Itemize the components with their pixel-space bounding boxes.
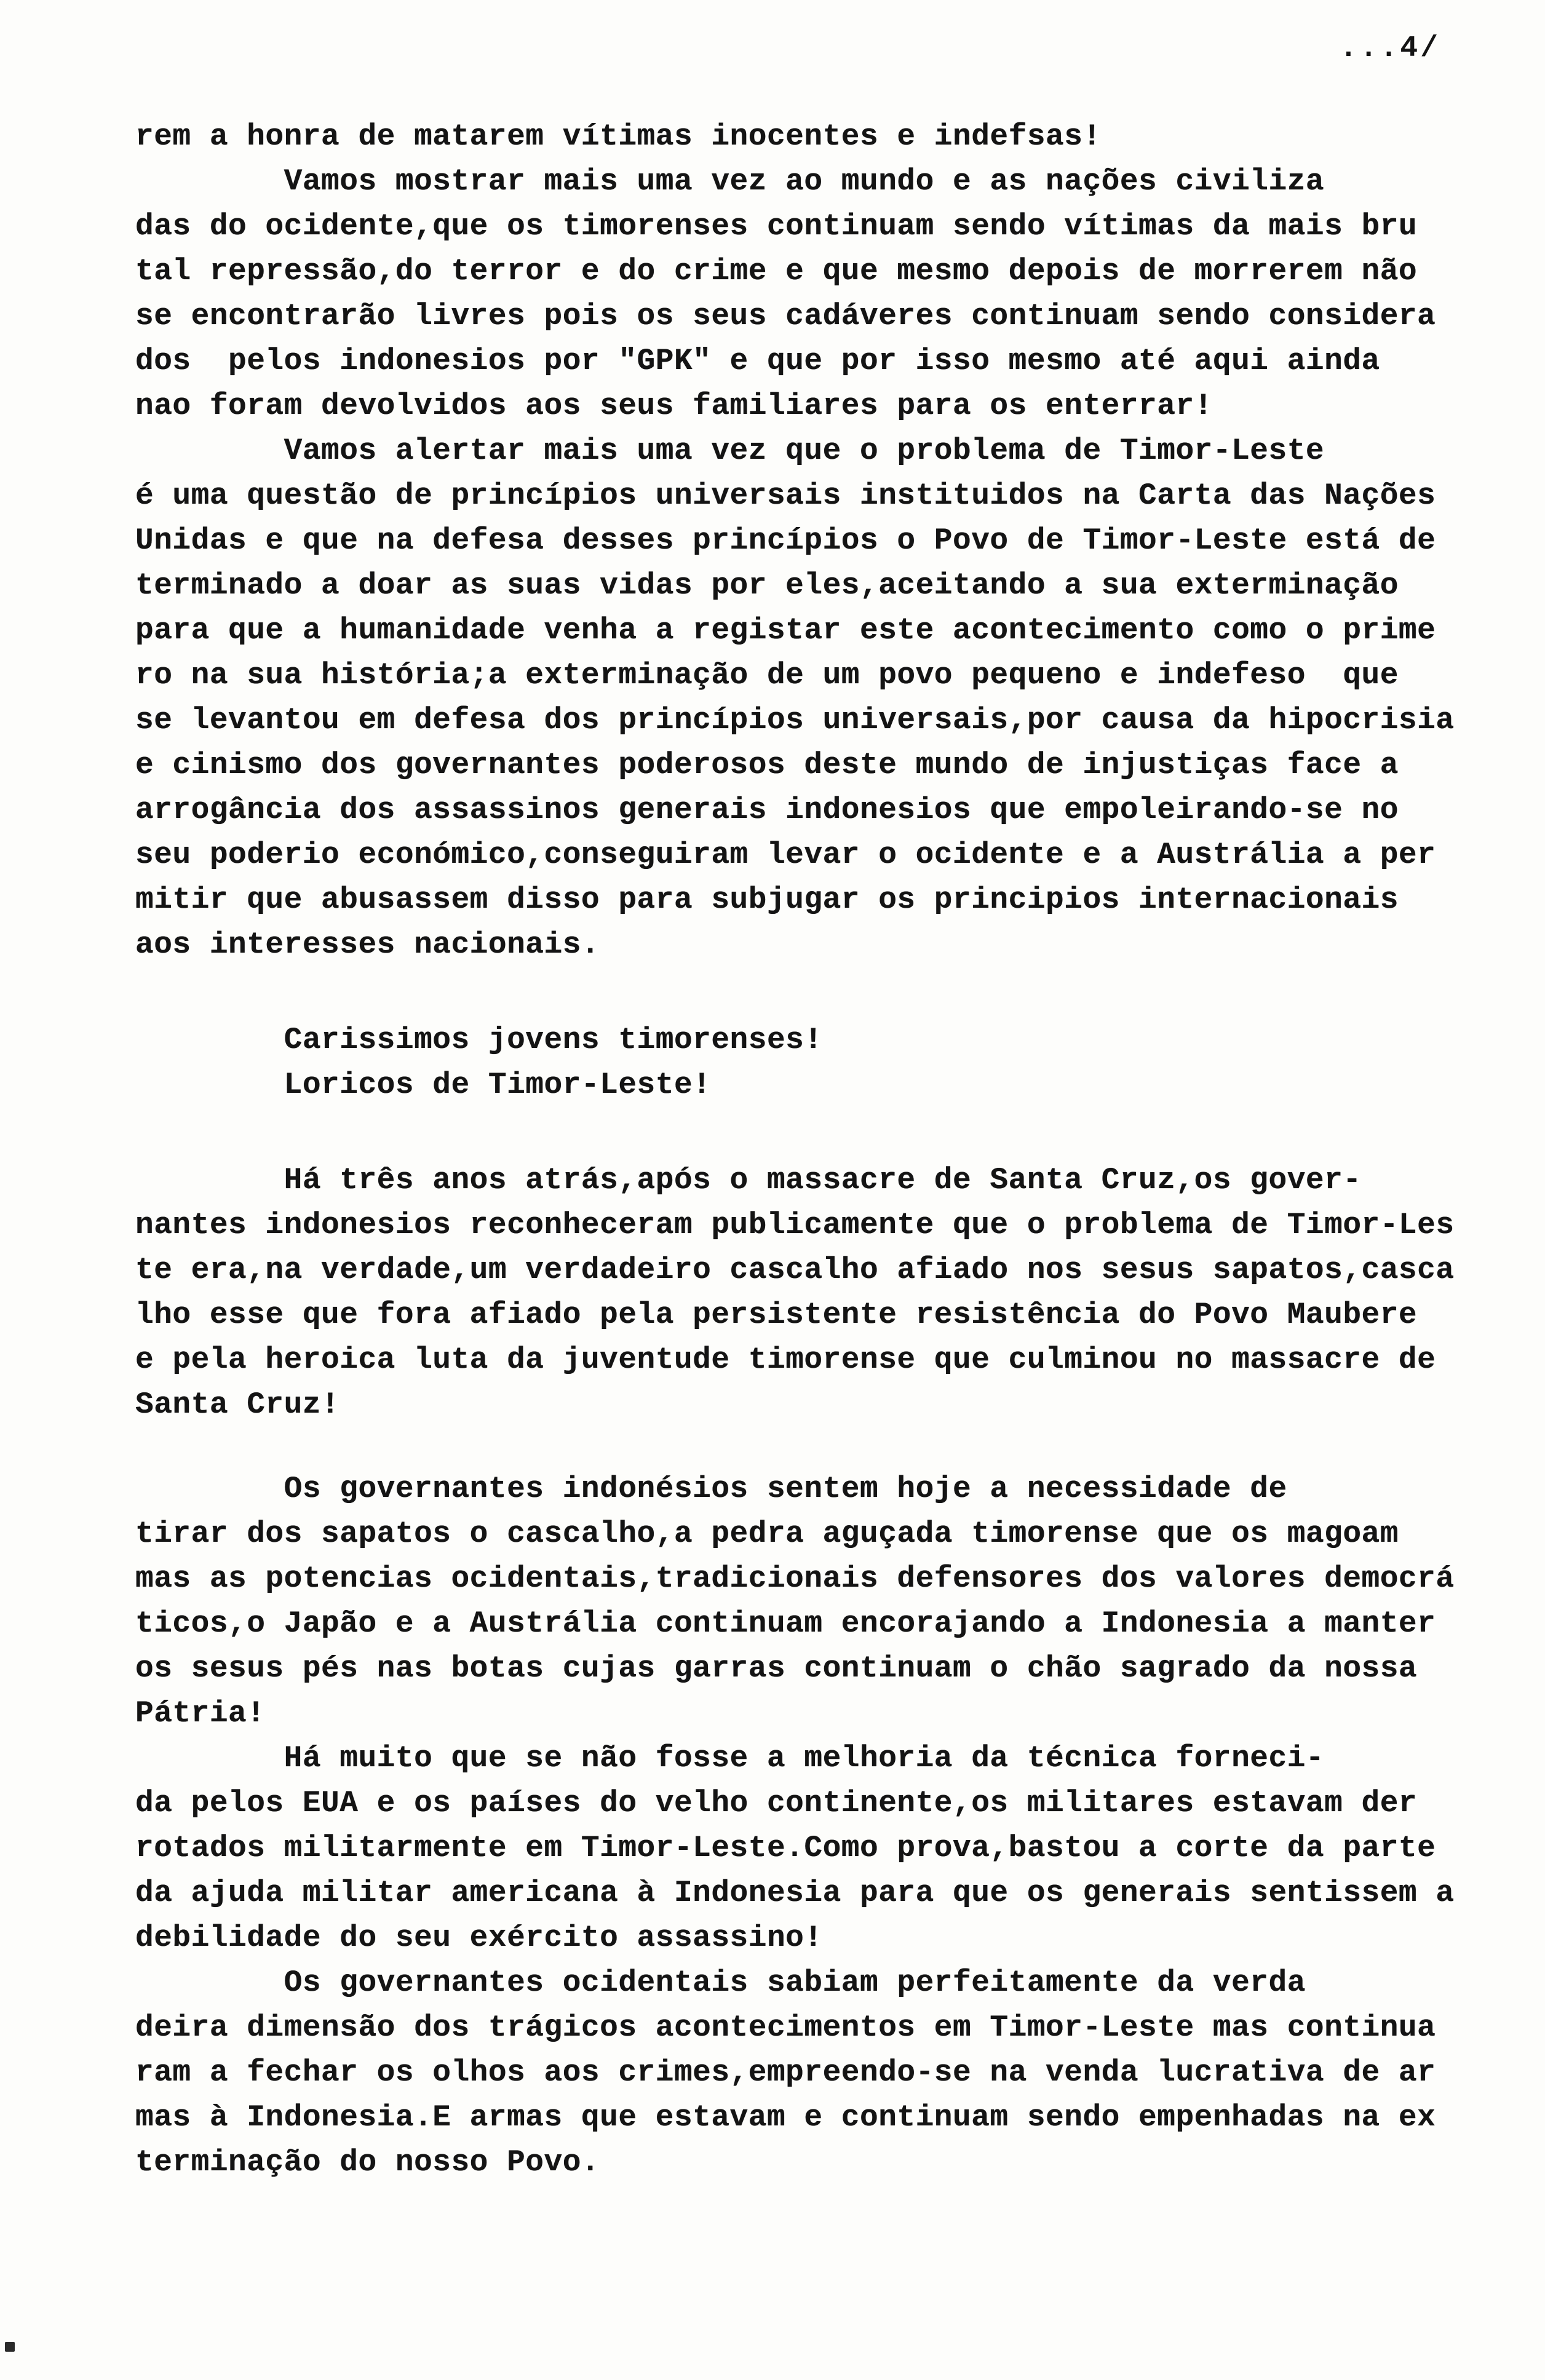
text-line: tal repressão,do terror e do crime e que mesmo depois de morrerem não: [135, 254, 1418, 288]
text-line: Há muito que se não fosse a melhoria da técnica forneci-: [135, 1741, 1325, 1775]
text-line: Pátria!: [135, 1696, 266, 1731]
paragraph: [135, 429, 1495, 967]
text-line: se levantou em defesa dos princípios universais,por causa da hipocrisia: [135, 703, 1455, 737]
text-line: deira dimensão dos trágicos acontecimentos em Timor-Leste mas continua: [135, 2010, 1436, 2045]
page-number: ...4/: [1339, 32, 1440, 65]
text-line: Vamos mostrar mais uma vez ao mundo e as nações civiliza: [135, 164, 1325, 199]
paragraph: [135, 114, 1495, 429]
text-line: rem a honra de matarem vítimas inocentes e indefsas!: [135, 119, 1102, 154]
paragraph-gap: [135, 1108, 1495, 1158]
text-line: ticos,o Japão e a Austrália continuam encorajando a Indonesia a manter: [135, 1606, 1436, 1641]
text-line: e cinismo dos governantes poderosos deste mundo de injustiças face a: [135, 748, 1399, 782]
text-line: arrogância dos assassinos generais indonesios que empoleirando-se no: [135, 793, 1399, 827]
text-line: é uma questão de princípios universais instituidos na Carta das Nações: [135, 478, 1436, 513]
text-line: seu poderio económico,conseguiram levar o ocidente e a Austrália a per: [135, 838, 1436, 872]
text-line: Unidas e que na defesa desses princípios o Povo de Timor-Leste está de: [135, 523, 1436, 558]
text-line: e pela heroica luta da juventude timorense que culminou no massacre de: [135, 1343, 1436, 1377]
text-line: Os governantes ocidentais sabiam perfeitamente da verda: [135, 1965, 1306, 2000]
text-line: para que a humanidade venha a registar este acontecimento como o prime: [135, 613, 1436, 648]
salutation-line: Loricos de Timor-Leste!: [135, 1068, 712, 1102]
paragraph: [135, 1467, 1495, 1736]
text-line: das do ocidente,que os timorenses continuam sendo vítimas da mais bru: [135, 209, 1418, 244]
text-line: rotados militarmente em Timor-Leste.Como prova,bastou a corte da parte: [135, 1831, 1436, 1865]
text-line: mas à Indonesia.E armas que estavam e continuam sendo empenhadas na ex: [135, 2100, 1436, 2135]
text-line: se encontrarão livres pois os seus cadáveres continuam sendo considera: [135, 299, 1436, 333]
text-line: debilidade do seu exército assassino!: [135, 1921, 823, 1955]
paragraph-gap: [135, 1427, 1495, 1467]
text-line: da pelos EUA e os países do velho continente,os militares estavam der: [135, 1786, 1418, 1820]
text-line: tirar dos sapatos o cascalho,a pedra aguçada timorense que os magoam: [135, 1517, 1399, 1551]
text-line: ram a fechar os olhos aos crimes,empreendo-se na venda lucrativa de ar: [135, 2055, 1436, 2090]
text-line: Santa Cruz!: [135, 1387, 340, 1422]
text-line: Os governantes indonésios sentem hoje a necessidade de: [135, 1472, 1287, 1506]
text-line: Há três anos atrás,após o massacre de Santa Cruz,os gover-: [135, 1163, 1362, 1197]
paragraph: [135, 1158, 1495, 1427]
text-line: nantes indonesios reconheceram publicamente que o problema de Timor-Les: [135, 1208, 1455, 1242]
text-line: mitir que abusassem disso para subjugar os principios internacionais: [135, 883, 1399, 917]
paragraph-gap: [135, 967, 1495, 1018]
scan-edge-mark: [5, 2342, 15, 2352]
text-line: da ajuda militar americana à Indonesia para que os generais sentissem a: [135, 1876, 1455, 1910]
text-line: ro na sua história;a exterminação de um povo pequeno e indefeso que: [135, 658, 1399, 692]
text-line: lho esse que fora afiado pela persistente resistência do Povo Maubere: [135, 1298, 1418, 1332]
body-text: [135, 114, 1495, 2185]
text-line: Vamos alertar mais uma vez que o problema de Timor-Leste: [135, 434, 1325, 468]
text-line: mas as potencias ocidentais,tradicionais defensores dos valores democrá: [135, 1561, 1455, 1596]
text-line: dos pelos indonesios por "GPK" e que por isso mesmo até aqui ainda: [135, 344, 1380, 378]
salutation: [135, 1018, 1495, 1108]
text-line: terminado a doar as suas vidas por eles,aceitando a sua exterminação: [135, 568, 1399, 603]
paragraph: [135, 1961, 1495, 2185]
paragraph: [135, 1736, 1495, 1961]
salutation-line: Carissimos jovens timorenses!: [135, 1023, 823, 1057]
text-line: nao foram devolvidos aos seus familiares para os enterrar!: [135, 389, 1213, 423]
text-line: aos interesses nacionais.: [135, 927, 600, 962]
text-line: terminação do nosso Povo.: [135, 2145, 600, 2180]
text-line: te era,na verdade,um verdadeiro cascalho afiado nos sesus sapatos,casca: [135, 1253, 1455, 1287]
text-line: os sesus pés nas botas cujas garras continuam o chão sagrado da nossa: [135, 1651, 1418, 1686]
